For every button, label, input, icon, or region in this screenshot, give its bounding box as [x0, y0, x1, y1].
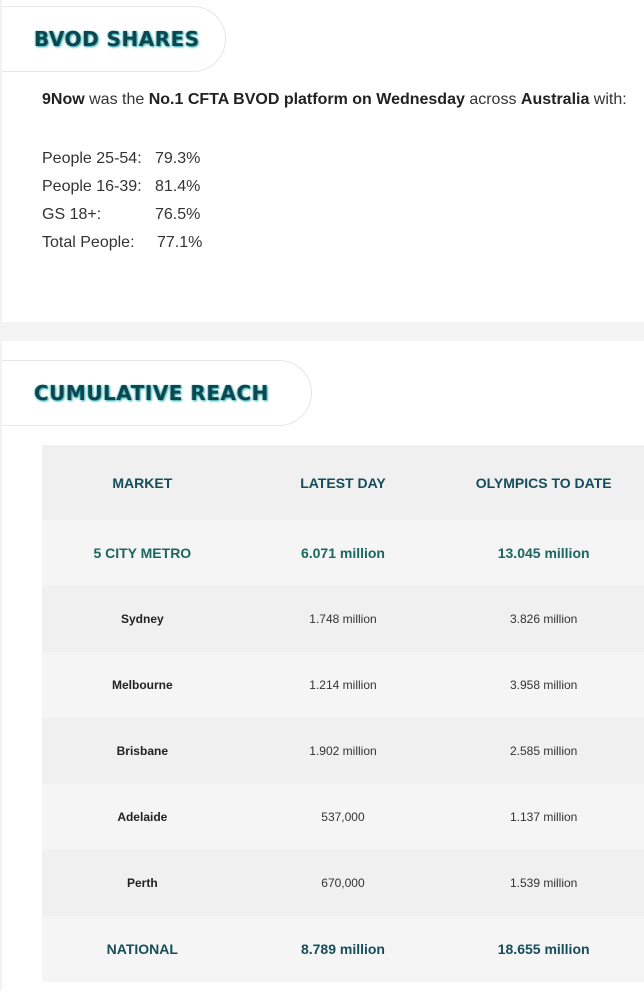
intro-text-1: was the	[84, 91, 149, 108]
table-row-melbourne	[42, 652, 644, 718]
bvod-shares-section	[2, 0, 644, 322]
bvod-shares-heading-pill	[2, 6, 226, 72]
intro-text-2: across	[464, 91, 521, 108]
latest-day-cell: 1.748 million	[309, 612, 377, 626]
stat-value: 81.4%	[155, 178, 201, 195]
stat-label: People 16-39:	[42, 178, 142, 195]
stat-value: 79.3%	[155, 150, 201, 167]
to-date-cell: 3.826 million	[509, 612, 578, 626]
market-cell: Sydney	[120, 612, 164, 626]
column-header-olympics-to-date: OLYMPICS TO DATE	[475, 474, 612, 491]
bvod-shares-title: BVOD SHARES	[34, 27, 200, 51]
to-date-cell: 13.045 million	[497, 545, 590, 561]
latest-day-cell: 6.071 million	[300, 545, 385, 561]
table-row-sydney	[42, 586, 644, 652]
intro-claim: No.1 CFTA BVOD platform on Wednesday	[148, 91, 465, 108]
table-row-brisbane	[42, 718, 644, 784]
stat-label: GS 18+:	[42, 206, 102, 223]
to-date-cell: 18.655 million	[497, 941, 590, 957]
cumulative-reach-heading-pill	[2, 360, 312, 426]
stat-row-gs-18-plus	[42, 204, 202, 232]
stat-row-people-16-39	[42, 176, 202, 204]
market-cell: Melbourne	[111, 678, 173, 692]
to-date-cell: 2.585 million	[509, 744, 578, 758]
market-cell: NATIONAL	[106, 941, 178, 957]
to-date-cell: 3.958 million	[509, 678, 578, 692]
intro-text-3: with:	[589, 91, 627, 108]
market-cell: Adelaide	[117, 810, 168, 824]
table-row-perth	[42, 850, 644, 916]
latest-day-cell: 1.214 million	[309, 678, 377, 692]
intro-brand: 9Now	[42, 91, 85, 108]
market-cell: Brisbane	[116, 744, 168, 758]
stat-row-people-25-54	[42, 148, 202, 176]
cumulative-reach-title: CUMULATIVE REACH	[34, 381, 269, 405]
table-row-national	[42, 916, 644, 982]
table-row-adelaide	[42, 784, 644, 850]
latest-day-cell: 670,000	[321, 876, 365, 890]
stat-label: Total People:	[42, 234, 135, 251]
share-stats-list	[42, 148, 202, 260]
cumulative-reach-section	[2, 341, 644, 991]
to-date-cell: 1.137 million	[509, 810, 578, 824]
column-header-latest-day: LATEST DAY	[300, 474, 386, 491]
market-cell: Perth	[126, 876, 158, 890]
stat-label: People 25-54:	[42, 150, 142, 167]
stat-row-total-people	[42, 232, 202, 260]
stat-value: 76.5%	[155, 206, 201, 223]
latest-day-cell: 537,000	[321, 810, 365, 824]
intro-region: Australia	[520, 91, 590, 108]
table-row-5-city-metro	[42, 520, 644, 586]
stat-value: 77.1%	[157, 234, 203, 251]
column-header-market: MARKET	[112, 474, 173, 491]
table-header-row	[42, 445, 644, 520]
market-cell: 5 CITY METRO	[93, 545, 192, 561]
latest-day-cell: 1.902 million	[309, 744, 377, 758]
latest-day-cell: 8.789 million	[300, 941, 385, 957]
reach-table	[42, 445, 644, 982]
bvod-shares-intro	[42, 91, 627, 109]
to-date-cell: 1.539 million	[509, 876, 578, 890]
